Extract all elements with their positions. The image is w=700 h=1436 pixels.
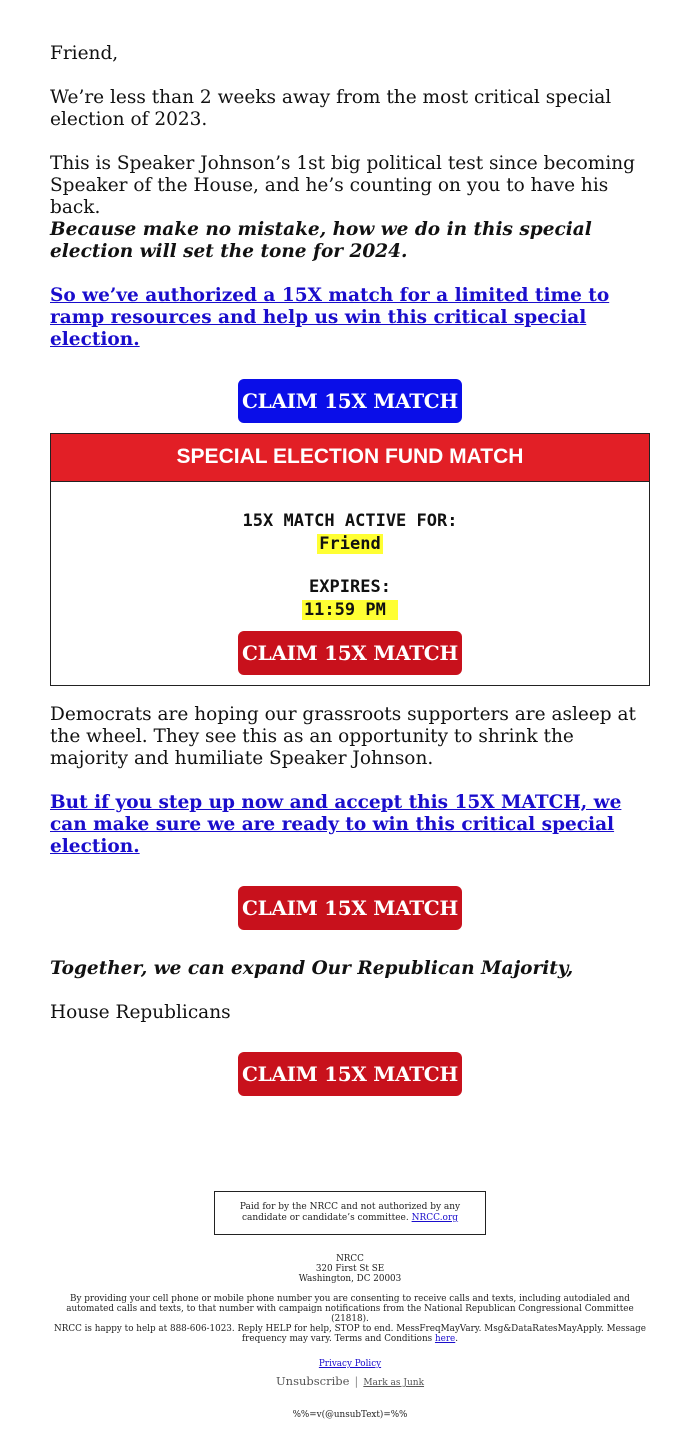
paid-for-disclaimer: [214, 1191, 486, 1235]
privacy-policy-link[interactable]: Privacy Policy: [318, 1359, 382, 1369]
city-address: Washington, DC 20003: [298, 1274, 402, 1284]
mailing-address: [50, 1254, 650, 1284]
help-text-block: NRCC is happy to help at 888-606-1023. Reply HELP for help, STOP to end. MessFreqMayVary. Msg&DataRatesMayApply. Message frequency may vary. Terms and Conditions here.: [54, 1324, 646, 1344]
paid-for-text: Paid for by the NRCC and not authorized by any candidate or candidate’s committee.: [239, 1202, 461, 1223]
signature: House Republicans: [50, 1002, 231, 1023]
street-address: 320 First St SE: [315, 1264, 385, 1274]
match-offer-link[interactable]: So we’ve authorized a 15X match for a limited time to ramp resources and help us win this critical special election.: [50, 285, 610, 350]
fund-match-header: SPECIAL ELECTION FUND MATCH: [51, 434, 649, 482]
mark-as-junk-link[interactable]: Mark as Junk: [363, 1378, 425, 1388]
footer-separator: |: [354, 1375, 359, 1388]
help-text: NRCC is happy to help at 888-606-1023. Reply HELP for help, STOP to end. MessFreqMayVary. Msg&DataRatesMayApply. Message frequency may vary. Terms and Conditions: [54, 1324, 646, 1344]
emphasis-paragraph: Because make no mistake, how we do in this special election will set the tone for 2024.: [50, 219, 592, 262]
nrcc-site-link[interactable]: NRCC.org: [411, 1213, 459, 1223]
sms-consent-text: By providing your cell phone or mobile phone number you are consenting to receive calls and texts, including autodialed and automated calls and texts, to that number with campaign notifications from the National Republican Congressional Committee (21818).: [66, 1294, 634, 1324]
terms-link[interactable]: here: [434, 1334, 456, 1344]
expires-value: 11:59 PM: [303, 600, 397, 620]
claim-match-button-1[interactable]: CLAIM 15X MATCH: [238, 379, 462, 423]
unsubscribe-template-var: %%=v(@unsubText)=%%: [292, 1410, 408, 1420]
accept-match-link[interactable]: But if you step up now and accept this 15X MATCH, we can make sure we are ready to win this critical special election.: [50, 792, 622, 857]
paragraph-democrats: Democrats are hoping our grassroots supporters are asleep at the wheel. They see this as an opportunity to shrink the majority and humiliate Speaker Johnson.: [50, 704, 636, 769]
match-active-label: 15X MATCH ACTIVE FOR:: [242, 511, 458, 531]
claim-match-button-3[interactable]: CLAIM 15X MATCH: [238, 886, 462, 930]
claim-match-button-2[interactable]: CLAIM 15X MATCH: [238, 631, 462, 675]
expires-label: EXPIRES:: [309, 577, 391, 597]
match-active-value: Friend: [319, 534, 381, 554]
paragraph-intro: We’re less than 2 weeks away from the most critical special election of 2023.: [50, 87, 612, 130]
claim-match-button-4[interactable]: CLAIM 15X MATCH: [238, 1052, 462, 1096]
greeting: Friend,: [50, 43, 119, 64]
unsubscribe-link[interactable]: Unsubscribe: [275, 1374, 350, 1388]
fund-match-box: [50, 433, 650, 686]
org-name: NRCC: [336, 1254, 364, 1264]
closing-line: Together, we can expand Our Republican Majority,: [50, 958, 574, 979]
paragraph-speaker-test: This is Speaker Johnson’s 1st big political test since becoming Speaker of the House, and he’s counting on you to have his back.: [50, 153, 636, 218]
